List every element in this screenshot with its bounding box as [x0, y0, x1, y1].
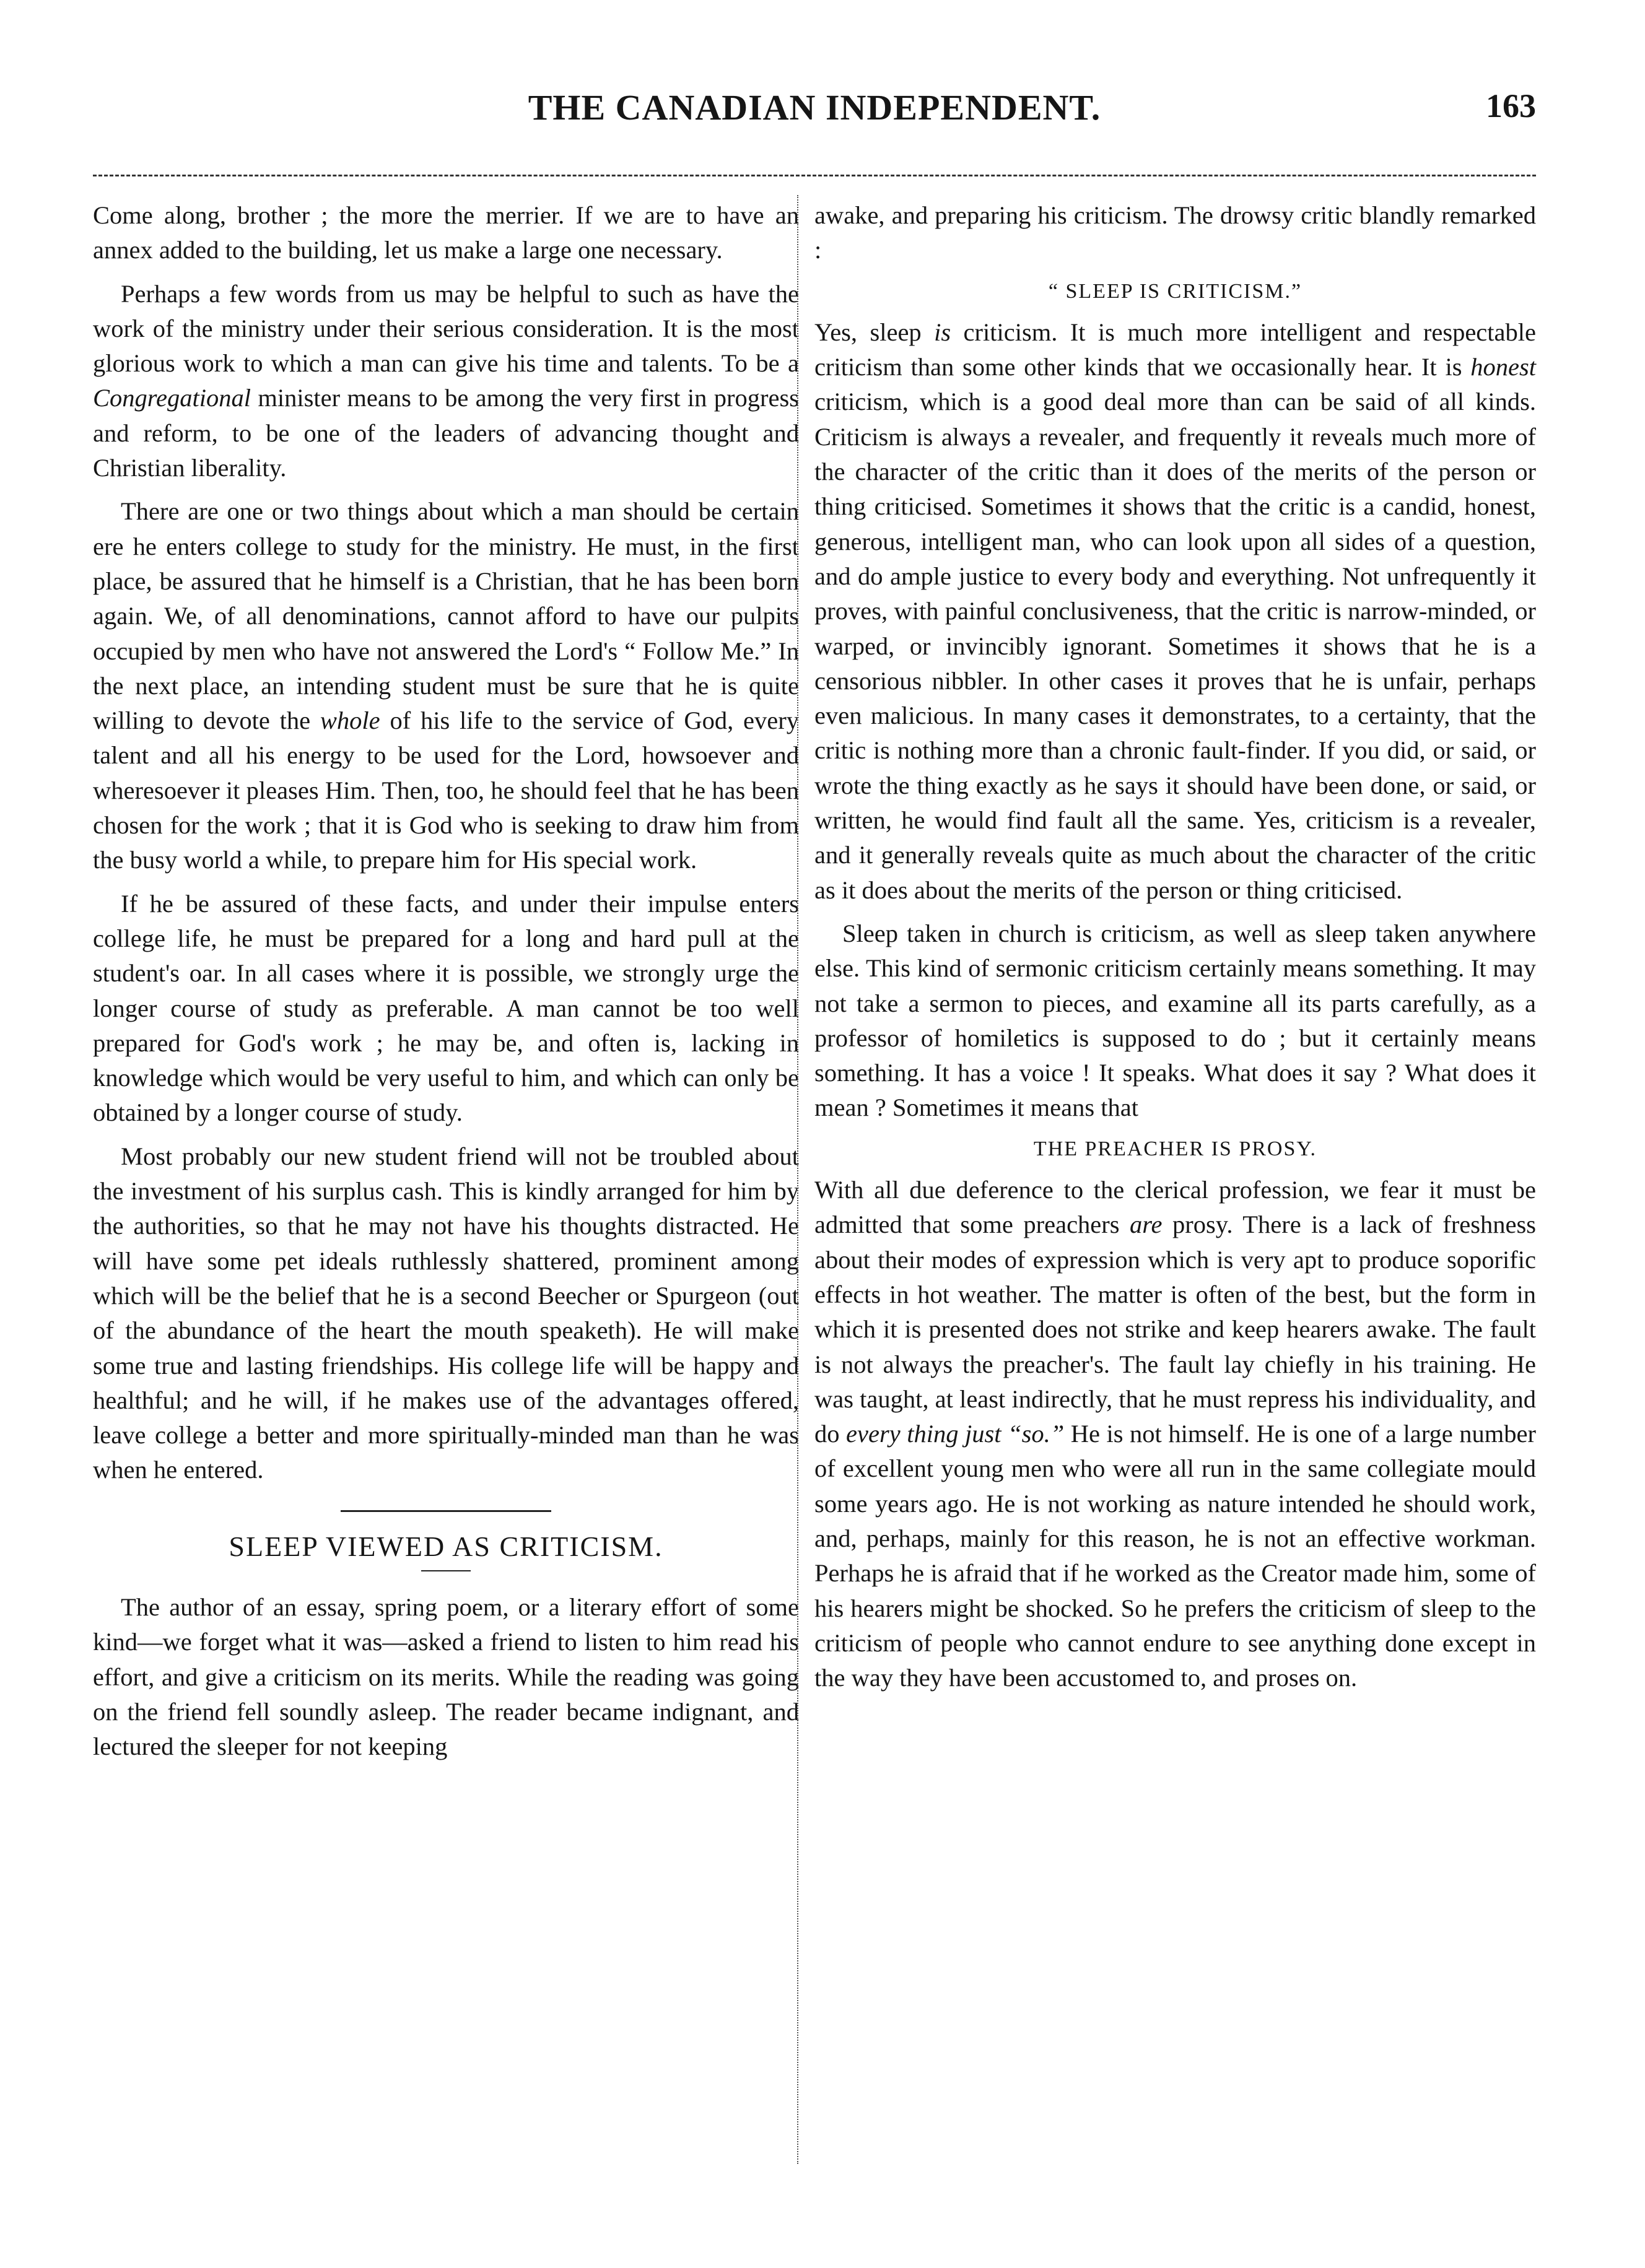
paragraph: Most probably our new student friend will not be troubled about the investment of his surplus cash. This is kindly arranged for him by the authorities, so that he may not have his thoughts distracted. He will have some pet ideals ruthlessly shattered, prominent among which will be the belief that he is a second Beecher or Spurgeon (out of the abundance of the heart the mouth speaketh). He will make some true and lasting friendships. His college life will be happy and healthful; and he will, if he makes use of the advantages offered, leave college a better and more spiritually-minded man than he was when he entered.: [93, 1142, 799, 1484]
italic-text: whole: [320, 706, 380, 735]
page-number: 163: [1486, 87, 1536, 124]
sub-heading: THE PREACHER IS PROSY.: [1033, 1137, 1317, 1160]
right-column: [814, 198, 1536, 1695]
text-run: prosy. There is a lack of freshness about their modes of expression which is very apt to produce soporific effects in hot weather. The matter is often of the best, but the form in which it is presented does not strike and keep hearers awake. The fault is not always the preacher's. The fault lay chiefly in his training. He was taught, at least indirectly, that he must repress his individuality, and do: [814, 1210, 1537, 1448]
italic-text: Congregational: [93, 384, 251, 412]
paragraph: The author of an essay, spring poem, or a literary effort of some kind—we forget what it was—asked a friend to listen to him read his effort, and give a criticism on its merits. While the reading was going on the friend fell soundly asleep. The reader became indignant, and lectured the sleeper for not keeping: [93, 1592, 799, 1761]
heading-underline: [421, 1570, 471, 1571]
quote-heading: “ SLEEP IS CRITICISM.”: [1048, 279, 1302, 303]
left-column: [93, 198, 799, 1764]
paragraph: [93, 277, 799, 486]
text-run: criticism. It is much more intelligent and respectable criticism than some other kinds that we occasionally hear. It is: [814, 318, 1536, 381]
text-run: There are one or two things about which a man should be certain ere he enters college to study for the ministry. He must, in the first place, be assured that he himself is a Christian, that he has been born again. We, of all denominations, cannot afford to have our pulpits occupied by men who have not answered the Lord's “ Follow Me.” In the next place, an intending student must be sure that he is quite willing to devote the: [93, 497, 799, 735]
text-run: of his life to the service of God, every talent and all his energy to be used for the Lord, howsoever and wheresoever it pleases Him. Then, too, he should feel that he has been chosen for the work ; that it is God who is seeking to draw him from the busy world a while, to prepare him for His special work.: [93, 706, 799, 874]
section-heading: SLEEP VIEWED AS CRITICISM.: [229, 1530, 663, 1562]
paragraph: If he be assured of these facts, and under their impulse enters college life, he must be prepared for a long and hard pull at the student's oar. In all cases where it is possible, we strongly urge the longer course of study as preferable. A man cannot be too well prepared for God's work ; he may be, and often is, lacking in knowledge which would be very useful to him, and which can only be obtained by a longer course of study.: [93, 889, 799, 1127]
italic-text: every thing just “so.”: [846, 1420, 1065, 1448]
header-rule: [93, 175, 1536, 176]
paragraph: Sleep taken in church is criticism, as well as sleep taken anywhere else. This kind of sermonic criticism certainly means something. It may not take a sermon to pieces, and examine all its parts carefully, as a professor of homiletics is supposed to do ; but it certainly means something. It has a voice ! It speaks. What does it say ? What does it mean ? Sometimes it means that: [814, 919, 1536, 1122]
text-run: Yes, sleep: [814, 318, 935, 346]
paragraph: Come along, brother ; the more the merrier. If we are to have an annex added to the building, let us make a large one necessary.: [93, 201, 799, 264]
text-run: He is not himself. He is one of a large number of excellent young men who were all run in the same collegiate mould some years ago. He is not working as nature intended he should work, and, perhaps, mainly for this reason, he is not an effective workman. Perhaps he is afraid that if he worked as the Creator made him, some of his hearers might be shocked. So he prefers the criticism of sleep to the criticism of people who cannot endure to see anything done except in the way they have been accustomed to, and proses on.: [814, 1420, 1536, 1692]
italic-text: honest: [1470, 353, 1536, 381]
paragraph: [93, 494, 799, 877]
text-run: With all due deference to the clerical profession, we fear it must be admitted that some preachers: [814, 1176, 1536, 1239]
text-run: minister means to be among the very first in progress and reform, to be one of the leaders of advancing thought and Christian liberality.: [93, 384, 799, 482]
italic-text: is: [934, 318, 951, 346]
column-divider: [797, 195, 798, 2164]
text-run: Perhaps a few words from us may be helpful to such as have the work of the ministry under their serious consideration. It is the most glorious work to which a man can give his time and talents. To be a: [93, 279, 799, 378]
italic-text: are: [1130, 1210, 1163, 1239]
paragraph: [814, 315, 1536, 908]
paragraph: [814, 1173, 1536, 1695]
paragraph: awake, and preparing his criticism. The drowsy critic blandly remarked :: [814, 201, 1536, 264]
text-run: criticism, which is a good deal more than can be said of all kinds. Criticism is always a revealer, and frequently it reveals much more of the character of the critic than it does of the merits of the person or thing criticised. Sometimes it shows that the critic is a candid, honest, generous, intelligent man, who can look upon all sides of a question, and do ample justice to every body and everything. Not unfrequently it proves, with painful conclusiveness, that the critic is narrow-minded, or warped, or invincibly ignorant. Sometimes it shows that he is a censorious nibbler. In other cases it proves that he is unfair, perhaps even malicious. In many cases it demonstrates, to a certainty, that the critic is nothing more than a chronic fault-finder. If you did, or said, or wrote the thing exactly as he says it should have been done, or said, or written, he would find fault all the same. Yes, criticism is a revealer, and it generally reveals quite as much about the character of the critic as it does about the merits of the person or thing criticised.: [814, 388, 1536, 904]
section-divider: [341, 1510, 551, 1512]
journal-title: THE CANADIAN INDEPENDENT.: [528, 87, 1101, 128]
running-head: [93, 87, 1536, 149]
